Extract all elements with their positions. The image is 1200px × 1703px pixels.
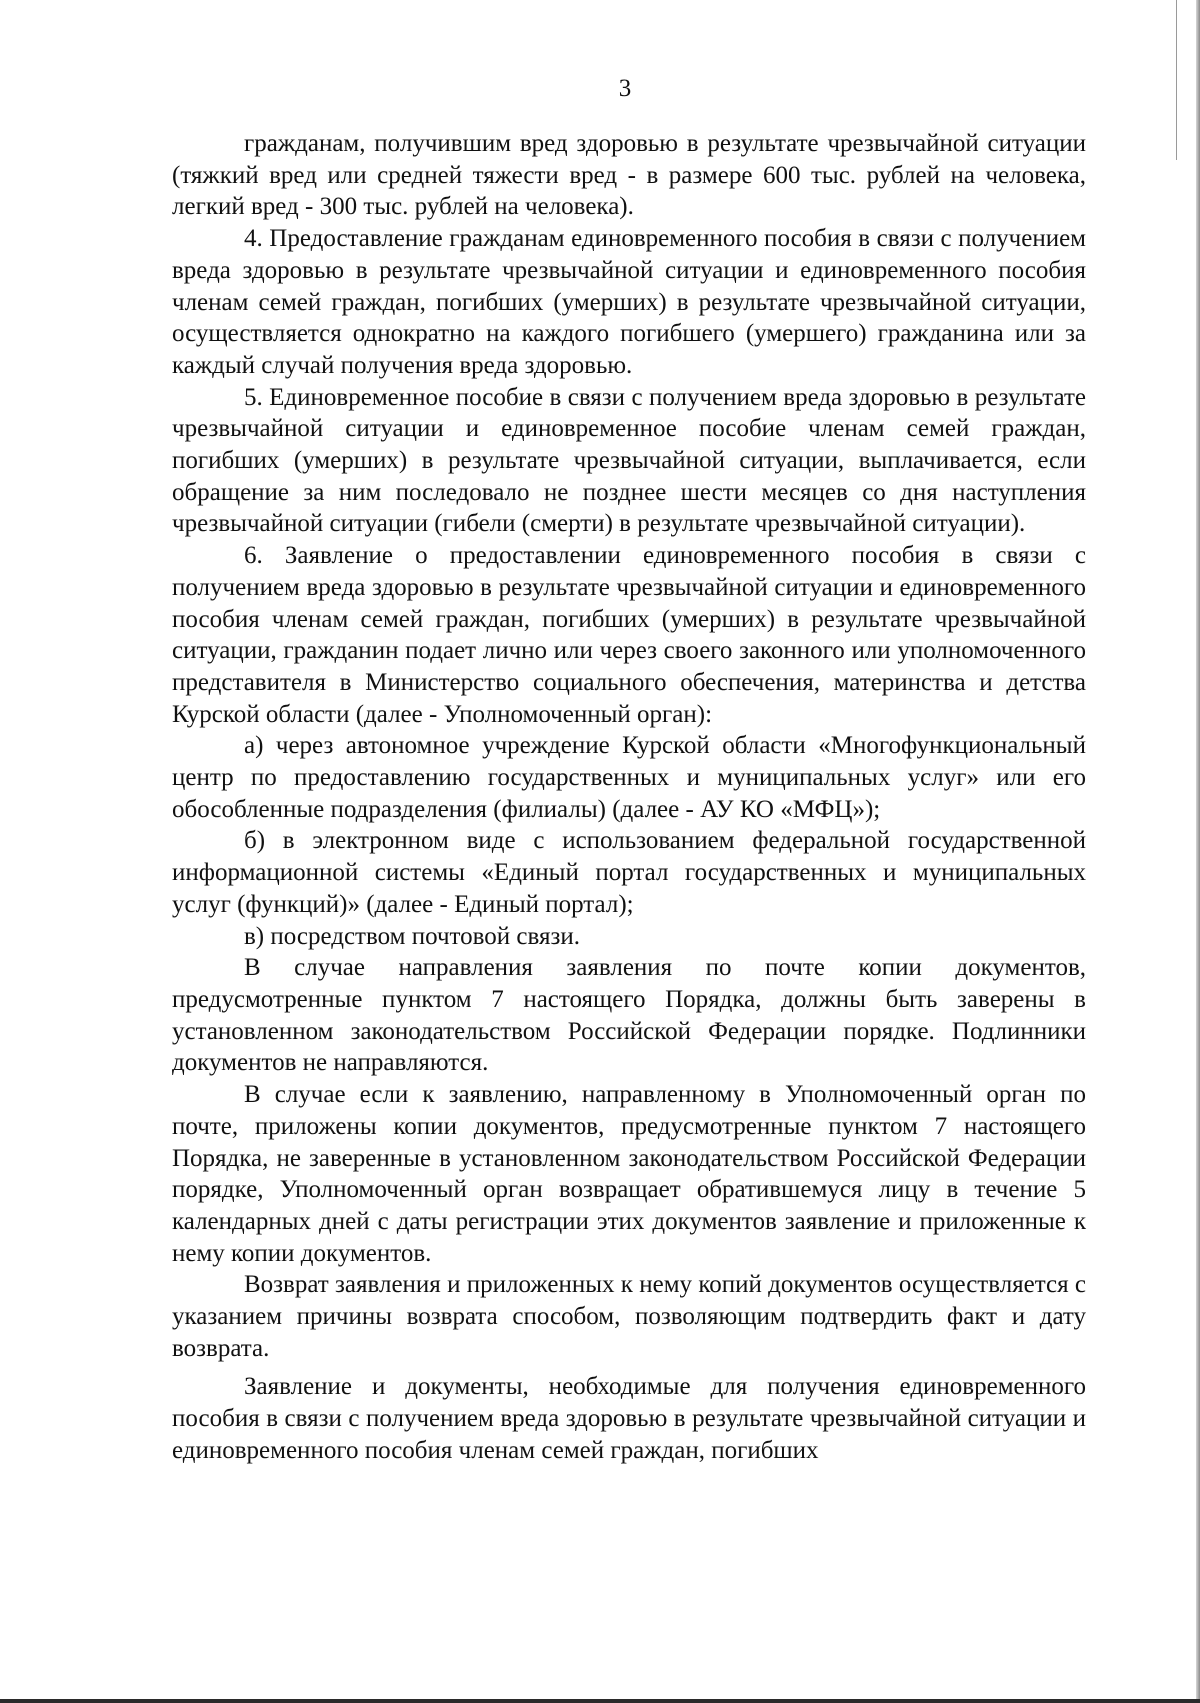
paragraph-subitem-a: а) через автономное учреждение Курской области «Многофункциональный центр по предоставлению государственных и муниципальных услуг» или его обособленные подразделения (филиалы) (далее - АУ КО «МФЦ»); — [172, 732, 1086, 823]
paragraph-return: Возврат заявления и приложенных к нему копий документов осуществляется с указанием причины возврата способом, позволяющим подтвердить факт и дату возврата. — [172, 1271, 1086, 1362]
document-body — [172, 128, 1086, 1467]
paragraph-continuation: гражданам, получившим вред здоровью в результате чрезвычайной ситуации (тяжкий вред или средней тяжести вред - в размере 600 тыс. рублей на человека, легкий вред - 300 тыс. рублей на человека). — [172, 130, 1086, 221]
paragraph-uncertified-copies: В случае если к заявлению, направленному в Уполномоченный орган по почте, приложены копии документов, предусмотренные пунктом 7 настоящего Порядка, не заверенные в установленном законодательством Российской Федерации порядке, Уполномоченный орган возвращает обратившемуся лицу в течение 5 календарных дней с даты регистрации этих документов заявление и приложенные к нему копии документов. — [172, 1081, 1086, 1267]
paragraph-item-5: 5. Единовременное пособие в связи с получением вреда здоровью в результате чрезвычайной ситуации и единовременное пособие членам семей граждан, погибших (умерших) в результате чрезвычайной ситуации, выплачивается, если обращение за ним последовало не позднее шести месяцев со дня наступления чрезвычайной ситуации (гибели (смерти) в результате чрезвычайной ситуации). — [172, 383, 1086, 538]
paragraph-subitem-v: в) посредством почтовой связи. — [244, 922, 580, 950]
paragraph-mail-copies: В случае направления заявления по почте копии документов, предусмотренные пунктом 7 настоящего Порядка, должны быть заверены в установленном законодательством Российской Федерации порядке. Подлинники документов не направляются. — [172, 954, 1086, 1077]
scan-edge-right — [1196, 0, 1200, 1703]
paragraph-application-documents: Заявление и документы, необходимые для получения единовременного пособия в связи с получением вреда здоровью в результате чрезвычайной ситуации и единовременного пособия членам семей граждан, погибших — [172, 1373, 1086, 1464]
paragraph-subitem-b: б) в электронном виде с использованием федеральной государственной информационной системы «Единый портал государственных и муниципальных услуг (функций)» (далее - Единый портал); — [172, 827, 1086, 918]
page-number: 3 — [618, 75, 632, 102]
scan-edge-bottom — [0, 1699, 1200, 1703]
paragraph-item-6: 6. Заявление о предоставлении единовременного пособия в связи с получением вреда здоровью в результате чрезвычайной ситуации и единовременного пособия членам семей граждан, погибших (умерших) в результате чрезвычайной ситуации, гражданин подает лично или через своего законного или уполномоченного представителя в Министерство социального обеспечения, материнства и детства Курской области (далее - Уполномоченный орган): — [172, 542, 1086, 728]
paragraph-item-4: 4. Предоставление гражданам единовременного пособия в связи с получением вреда здоровью в результате чрезвычайной ситуации и единовременного пособия членам семей граждан, погибших (умерших) в результате чрезвычайной ситуации, осуществляется однократно на каждого погибшего (умершего) гражданина или за каждый случай получения вреда здоровью. — [172, 225, 1086, 379]
